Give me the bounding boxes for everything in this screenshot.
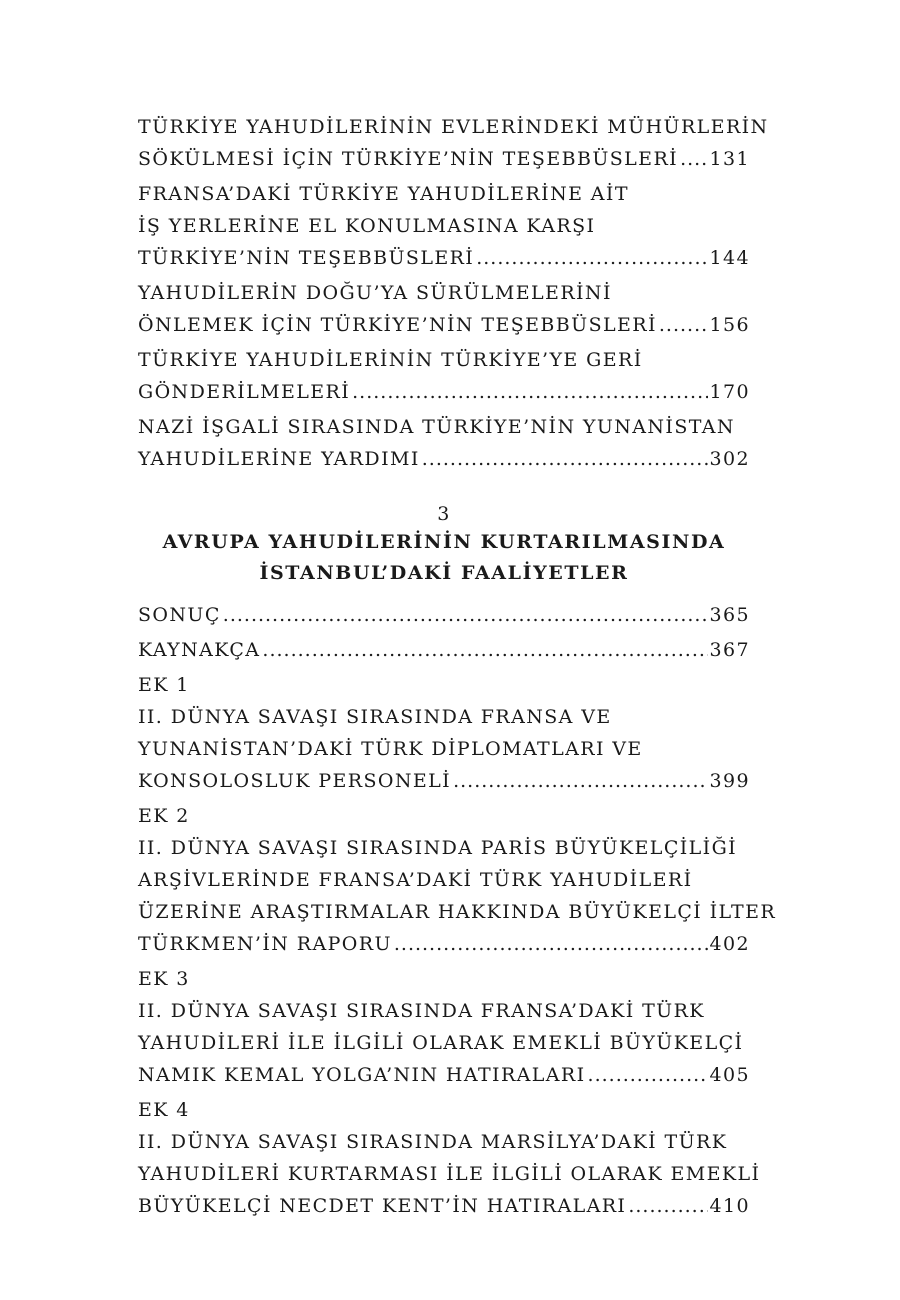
dot-leader [680,143,707,175]
table-of-contents [138,111,777,1225]
entry-title-text: NAMIK KEMAL YOLGA’NIN HATIRALARI [138,1064,586,1086]
entry-title-line: II. DÜNYA SAVAŞI SIRASINDA FRANSA’DAKİ TÜRK [138,1000,705,1022]
dot-leader [628,1190,707,1222]
page-number: 131 [709,148,750,170]
entry-last-line [138,928,750,960]
toc-entry [138,178,750,274]
dot-leader [422,443,708,475]
appendix-label: EK 3 [138,968,190,990]
page-number: 144 [709,247,750,269]
section-heading [138,501,750,589]
appendix-label: EK 2 [138,805,190,827]
toc-part-2 [138,111,769,475]
entry-title-line: YAHUDİLERİ KURTARMASI İLE İLGİLİ OLARAK EMEKLİ [138,1163,761,1185]
dot-leader [659,309,708,341]
page-number: 399 [709,770,750,792]
dot-leader [223,599,708,631]
page-number: 405 [709,1064,750,1086]
entry-title-text: YAHUDİLERİNE YARDIMI [138,448,420,470]
entry-title-line: İŞ YERLERİNE EL KONULMASINA KARŞI [138,215,596,237]
page-number: 367 [709,639,750,661]
entry-title-line: YAHUDİLERİ İLE İLGİLİ OLARAK EMEKLİ BÜYÜKELÇİ [138,1032,744,1054]
toc-entry [138,111,769,175]
entry-title-line: ARŞİVLERİNDE FRANSA’DAKİ TÜRK YAHUDİLERİ [138,869,693,891]
entry-last-line [138,1190,750,1222]
toc-entry [138,344,750,408]
entry-title-text: SONUÇ [138,604,221,626]
entry-title-text: TÜRKMEN’İN RAPORU [138,933,392,955]
entry-title-line: YUNANİSTAN’DAKİ TÜRK DİPLOMATLARI VE [138,738,643,760]
toc-entry [138,599,750,631]
entry-last-line [138,443,750,475]
entry-last-line [138,634,750,666]
page-number: 302 [709,448,750,470]
dot-leader [352,376,707,408]
entry-title-line: YAHUDİLERİN DOĞU’YA SÜRÜLMELERİNİ [138,282,612,304]
entry-title-line: II. DÜNYA SAVAŞI SIRASINDA PARİS BÜYÜKELÇİLİĞİ [138,837,738,859]
page-number: 170 [709,381,750,403]
appendix-label: EK 4 [138,1099,190,1121]
entry-title-text: TÜRKİYE’NİN TEŞEBBÜSLERİ [138,247,475,269]
dot-leader [588,1059,708,1091]
toc-entry [138,277,750,341]
entry-last-line [138,1059,750,1091]
toc-entry [138,634,750,666]
section-title-line-2: İSTANBUL’DAKİ FAALİYETLER [259,562,629,584]
entry-title-line: FRANSA’DAKİ TÜRKİYE YAHUDİLERİNE AİT [138,183,629,205]
dot-leader [262,634,707,666]
entry-title-line: NAZİ İŞGALİ SIRASINDA TÜRKİYE’NİN YUNANİSTAN [138,416,735,438]
page-number: 156 [709,314,750,336]
toc-entry [138,800,777,960]
entry-title-line: II. DÜNYA SAVAŞI SIRASINDA FRANSA VE [138,706,612,728]
entry-last-line [138,143,750,175]
entry-title-line: ÜZERİNE ARAŞTIRMALAR HAKKINDA BÜYÜKELÇİ İLTER [138,901,777,923]
entry-last-line [138,599,750,631]
toc-part-3 [138,599,777,1222]
entry-title-line: TÜRKİYE YAHUDİLERİNİN TÜRKİYE’YE GERİ [138,349,643,371]
entry-title-line: II. DÜNYA SAVAŞI SIRASINDA MARSİLYA’DAKİ TÜRK [138,1131,728,1153]
toc-entry [138,669,750,797]
entry-last-line [138,376,750,408]
section-title-line-1: AVRUPA YAHUDİLERİNİN KURTARILMASINDA [162,531,726,553]
entry-title-text: GÖNDERİLMELERİ [138,381,351,403]
page-number: 402 [709,933,750,955]
dot-leader [394,928,708,960]
entry-title-text: SÖKÜLMESİ İÇİN TÜRKİYE’NİN TEŞEBBÜSLERİ [138,148,679,170]
entry-last-line [138,242,750,274]
toc-entry [138,1094,761,1222]
dot-leader [453,765,707,797]
page-number: 410 [709,1195,750,1217]
entry-last-line [138,309,750,341]
entry-title-text: ÖNLEMEK İÇİN TÜRKİYE’NİN TEŞEBBÜSLERİ [138,314,657,336]
toc-entry [138,963,750,1091]
toc-entry [138,411,750,475]
entry-title-text: BÜYÜKELÇİ NECDET KENT’İN HATIRALARI [138,1195,627,1217]
entry-title-text: KAYNAKÇA [138,639,261,661]
entry-title-text: KONSOLOSLUK PERSONELİ [138,770,452,792]
page-number: 365 [709,604,750,626]
dot-leader [476,242,707,274]
section-number: 3 [437,503,451,525]
entry-title-line: TÜRKİYE YAHUDİLERİNİN EVLERİNDEKİ MÜHÜRLERİN [138,116,769,138]
appendix-label: EK 1 [138,674,190,696]
entry-last-line [138,765,750,797]
